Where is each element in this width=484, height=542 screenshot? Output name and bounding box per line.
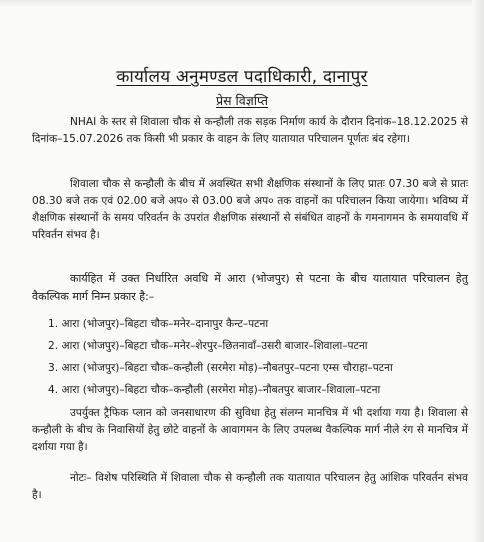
route-item: 2. आरा (भोजपुर)–बिहटा चौक–मनेर–शेरपुर–छितनावाँ–उसरी बाजार–शिवाला–पटना [48,340,368,352]
route-item: 4. आरा (भोजपुर)–बिहटा चौक–कन्हौली (सरमेरा मोड़)–नौबतपुर बाजार–शिवाला–पटना [48,384,381,396]
paragraph-road-closure: NHAI के स्तर से शिवाला चौक से कन्हौली तक सड़क निर्माण कार्य के दौरान दिनांक–18.12.2025 से दिनांक–15.07.2026 तक किसी भी प्रकार के वाहन के लिए यातायात परिचालन पूर्णतः बंद रहेगा। [32,116,468,145]
office-heading: कार्यालय अनुमण्डल पदाधिकारी, दानापुर [116,67,368,87]
page-fold-shadow [0,0,484,8]
route-item: 1. आरा (भोजपुर)–बिहटा चौक–मनेर–दानापुर कैन्ट–पटना [48,318,269,330]
paragraph-map-reference: उपर्युक्त ट्रैफिक प्लान को जनसाधारण की सुविधा हेतु संलग्न मानचित्र में भी दर्शाया गया है। शिवाला से कन्हौली के बीच के निवासियों हेतु छोटे वाहनों के आवागमन के लिए उपलब्ध वैकल्पिक मार्ग नीले रंग से मानचित्र में दर्शाया गया है। [32,407,468,453]
press-release-title: प्रेस विज्ञप्ति [216,93,268,108]
paragraph-school-timings: शिवाला चौक से कन्हौली के बीच में अवस्थित सभी शैक्षणिक संस्थानों के लिए प्रातः 07.30 बजे से प्रातः 08.30 बजे तक एवं 02.00 बजे अप० से 03.00 बजे अप० तक वाहनों का परिचालन किया जायेगा। भविष्य में शैक्षणिक संस्थानों के समय परिवर्तन के उपरांत शैक्षणिक संस्थानों से संबंधित वाहनों के गमनागमन के समयावधि में परिवर्तन संभव है। [32,178,468,241]
route-item: 3. आरा (भोजपुर)–बिहटा चौक–कन्हौली (सरमेरा मोड़)–नौबतपुर–पटना एम्स चौराहा–पटना [48,362,393,374]
note-paragraph: नोटः– विशेष परिस्थिति में शिवाला चौक से कन्हौली तक यातायात परिचालन हेतु आंशिक परिवर्तन संभव है। [32,472,468,501]
paragraph-alternate-routes-intro: कार्यहित में उक्त निर्धारित अवधि में आरा (भोजपुर) से पटना के बीच यातायात परिचालन हेतु वैकल्पिक मार्ग निम्न प्रकार है:– [32,272,468,303]
route-list [48,313,468,401]
